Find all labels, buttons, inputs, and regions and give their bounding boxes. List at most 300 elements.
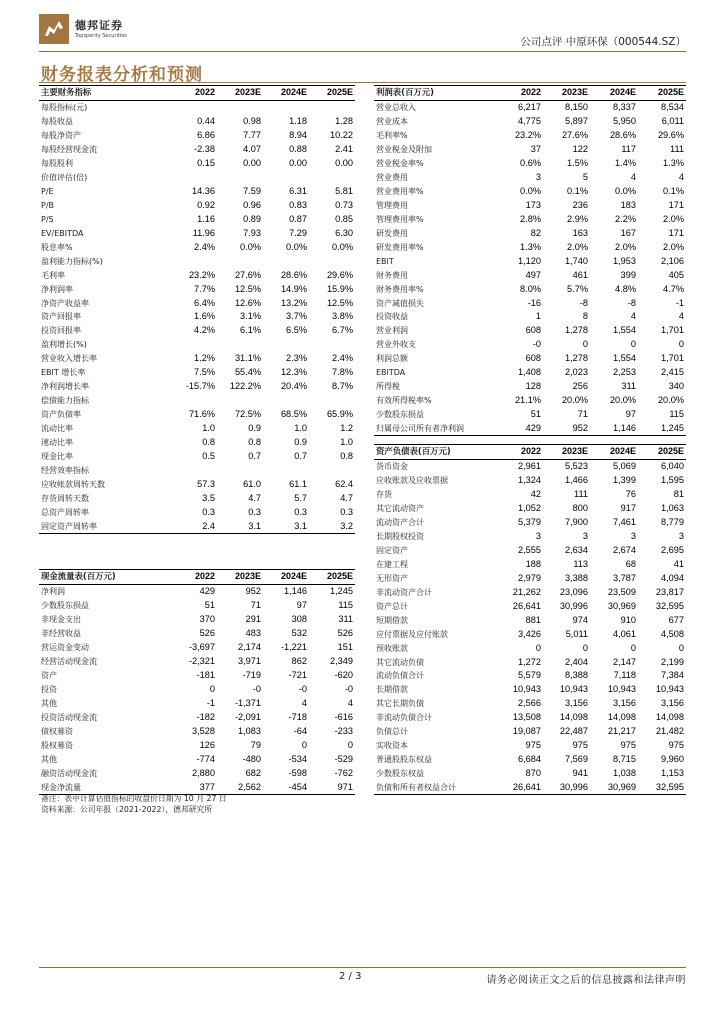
cell-value: 429 [496, 422, 543, 436]
row-label: 毛利率% [376, 131, 408, 141]
cell-value: 3,787 [613, 572, 636, 583]
table-row [374, 613, 686, 627]
cell-value: 11.96 [192, 227, 215, 238]
cell-value: 0 [209, 683, 215, 694]
cell-value: 1.16 [197, 213, 215, 224]
cell-value: 30,969 [607, 600, 636, 611]
cell-value: 0.7 [294, 450, 307, 461]
row-label: 其它流动资产 [376, 504, 424, 514]
cell-value: -182 [196, 711, 215, 722]
row-label: 每股经营现金流 [41, 145, 97, 155]
source-line: 资料来源：公司年报（2021-2022），德邦研究所 [41, 805, 213, 814]
table-header-row [374, 86, 686, 101]
table-row [374, 711, 686, 725]
cell-value: -480 [242, 753, 261, 764]
table-row [39, 366, 355, 380]
row-label: 归属母公司所有者净利润 [374, 422, 496, 436]
cell-value: 1.5% [567, 158, 588, 169]
cell-value: 1,278 [565, 325, 588, 336]
row-label: 实收资本 [376, 741, 408, 751]
cell-value: -616 [334, 711, 353, 722]
cell-value: 128 [525, 381, 541, 392]
table-row [374, 669, 686, 683]
table-row [39, 268, 355, 282]
cell-value: 10.22 [330, 130, 353, 141]
table-row [39, 171, 355, 185]
cell-value: 23,509 [607, 586, 636, 597]
cell-value: 5,069 [613, 461, 636, 472]
cell-value: -2,091 [234, 711, 261, 722]
row-label: 长期借款 [376, 685, 408, 695]
cell-value: 14,098 [655, 712, 684, 723]
cell-value: 3 [630, 531, 636, 542]
cell-value: 0.87 [289, 213, 307, 224]
table-row [39, 310, 355, 324]
cell-value: 111 [670, 144, 684, 155]
cell-value: 4,061 [613, 628, 636, 639]
cell-value: 115 [338, 600, 353, 611]
table-row [374, 366, 686, 380]
row-label: 所得税 [376, 382, 400, 392]
table-row [39, 352, 355, 366]
row-label: 固定资产周转率 [39, 519, 171, 533]
row-label: 存货 [376, 490, 392, 500]
row-label: 营业利润 [376, 326, 408, 336]
cell-value: -1 [675, 297, 684, 308]
row-label: 货币资金 [376, 462, 408, 472]
cell-value: 2,023 [565, 367, 588, 378]
row-label: 管理费用 [376, 200, 408, 210]
cell-value: 0.6% [520, 158, 541, 169]
cell-value: 0.3 [340, 506, 353, 517]
column-header: 2023E [543, 445, 590, 460]
cell-value: 7,569 [565, 754, 588, 765]
cell-value: 5.81 [335, 186, 353, 197]
cell-value: 7,118 [613, 670, 636, 681]
row-label: 营业总收入 [376, 103, 416, 113]
cell-value: 0.98 [243, 116, 261, 127]
cell-value: 122.2% [229, 381, 261, 392]
table-row [374, 558, 686, 572]
cell-value: -454 [263, 780, 309, 794]
row-label: 总资产周转率 [41, 507, 89, 517]
cell-value: 6.1% [240, 325, 261, 336]
cell-value: 0.00 [243, 158, 261, 169]
cell-value: 497 [525, 269, 541, 280]
cell-value: 1,063 [661, 503, 684, 514]
cell-value: 151 [337, 642, 353, 653]
cell-value: 2,674 [613, 545, 636, 556]
column-header: 2022 [496, 86, 543, 101]
cell-value: 10,943 [655, 684, 684, 695]
cell-value: 1,701 [661, 325, 684, 336]
column-header: 2025E [638, 86, 686, 101]
cell-value: 8.94 [289, 130, 307, 141]
cell-value: 81 [673, 489, 684, 500]
cell-value: 12.6% [234, 297, 261, 308]
cell-value: 4.8% [615, 283, 636, 294]
cell-value: 881 [525, 614, 541, 625]
row-label: 资产负债率 [41, 410, 81, 420]
table-row [39, 613, 355, 627]
row-label: 流动比率 [41, 423, 73, 433]
cell-value [171, 394, 217, 408]
cell-value: 0.15 [197, 158, 215, 169]
cell-value: 6.30 [335, 227, 353, 238]
cell-value: 14,098 [559, 712, 588, 723]
row-label: 少数股东损益 [376, 410, 424, 420]
cell-value: 2,555 [518, 545, 541, 556]
table-row [374, 240, 686, 254]
cell-value: 3,971 [238, 656, 261, 667]
row-label: 营业费用 [376, 173, 408, 183]
table-notes [41, 793, 227, 815]
column-header: 2025E [309, 86, 355, 101]
row-label: 营业成本 [376, 117, 408, 127]
cell-value: 7.77 [243, 130, 261, 141]
table-row [39, 584, 355, 598]
cell-value: 2,174 [238, 642, 261, 653]
cell-value: 1,595 [661, 475, 684, 486]
row-label: 股权募资 [41, 740, 73, 750]
cell-value: 952 [245, 586, 261, 597]
row-label: 偿债能力指标 [41, 396, 89, 406]
cell-value: -718 [288, 711, 307, 722]
cell-value: 27.6% [234, 269, 261, 280]
cell-value: 32,595 [655, 600, 684, 611]
cell-value: 4 [678, 311, 684, 322]
cell-value: 0.96 [243, 199, 261, 210]
cell-value: 21,262 [512, 586, 541, 597]
table-row [374, 781, 686, 795]
cell-value: 2.3% [286, 353, 307, 364]
cell-value: 1.2% [194, 353, 215, 364]
table-row [374, 338, 686, 352]
row-label: 净资产收益率 [41, 298, 89, 308]
table-row [374, 324, 686, 338]
cell-value: 532 [291, 628, 307, 639]
cell-value: 22,487 [559, 726, 588, 737]
row-label: 营业税金及附加 [376, 145, 432, 155]
cell-value: 0.0% [240, 241, 261, 252]
column-header: 2023E [217, 570, 263, 585]
cell-value: 526 [199, 628, 215, 639]
cell-value: 0.92 [197, 199, 215, 210]
cell-value: 2,634 [565, 545, 588, 556]
row-label: EBIT [376, 256, 394, 266]
cell-value: 377 [171, 780, 217, 794]
table-row [39, 766, 355, 780]
table-row [39, 226, 355, 240]
row-label: 价值评估(倍) [41, 173, 88, 183]
cell-value: -2.38 [194, 144, 215, 155]
cell-value: 8,779 [661, 517, 684, 528]
table-row [39, 143, 355, 157]
table-row [39, 449, 355, 463]
cell-value: 7.8% [332, 367, 353, 378]
cell-value: 0 [678, 339, 684, 350]
cell-value: 9,960 [661, 754, 684, 765]
cell-value: 975 [620, 740, 636, 751]
row-label: 毛利率 [41, 270, 65, 280]
column-header: 2022 [171, 570, 217, 585]
cell-value [309, 338, 355, 352]
cell-value: 28.6% [280, 269, 307, 280]
row-label: 资产回报率 [41, 312, 81, 322]
cell-value [217, 338, 263, 352]
table-row [39, 380, 355, 394]
cell-value: 1.4% [615, 158, 636, 169]
row-label: 营业外收支 [376, 340, 416, 350]
table-row [374, 310, 686, 324]
cell-value: 405 [668, 269, 684, 280]
cell-value: 4,094 [661, 572, 684, 583]
cell-value [263, 338, 309, 352]
cell-value: 7.7% [194, 283, 215, 294]
page-title: 财务报表分析和预测 [41, 65, 203, 85]
cell-value: 1.3% [663, 158, 684, 169]
cell-value: 910 [620, 614, 636, 625]
cell-value: 1,245 [638, 422, 686, 436]
cell-value: 2,961 [518, 461, 541, 472]
table-row [39, 129, 355, 143]
cell-value: 7,900 [565, 517, 588, 528]
column-header: 2024E [590, 445, 638, 460]
cell-value: 29.6% [657, 130, 684, 141]
cell-value: 2.9% [567, 213, 588, 224]
table-row [39, 710, 355, 724]
cell-value: 2,404 [565, 656, 588, 667]
cell-value: 1 [535, 311, 541, 322]
table-row [374, 474, 686, 488]
cell-value: 311 [338, 614, 353, 625]
cell-value: 2.4 [171, 519, 217, 533]
cell-value: 21,217 [607, 726, 636, 737]
cell-value [263, 394, 309, 408]
cell-value: 30,996 [543, 781, 590, 795]
cell-value: 68.5% [280, 409, 307, 420]
cell-value: 0 [582, 339, 588, 350]
table-row [374, 530, 686, 544]
cell-value: 19,087 [512, 726, 541, 737]
cell-value: 941 [572, 768, 588, 779]
cell-value: 1,038 [613, 768, 636, 779]
cell-value: 2,566 [518, 698, 541, 709]
cell-value: 4.07 [243, 144, 261, 155]
table-row [374, 212, 686, 226]
cell-value: 8,337 [613, 102, 636, 113]
cell-value: 2.4% [332, 353, 353, 364]
cell-value [171, 463, 217, 477]
cell-value: 21,482 [655, 726, 684, 737]
cell-value: 3,426 [518, 628, 541, 639]
cell-value: 72.5% [234, 409, 261, 420]
row-label: 管理费用率% [376, 214, 424, 224]
table-row [39, 115, 355, 129]
cell-value [309, 394, 355, 408]
cell-value: 0.85 [335, 213, 353, 224]
cell-value: -233 [334, 725, 353, 736]
table-row [374, 143, 686, 157]
cell-value: 0.9 [294, 436, 307, 447]
cell-value: 4 [630, 311, 636, 322]
column-header: 2023E [217, 86, 263, 101]
cell-value: 0.89 [243, 213, 261, 224]
cell-value: 0 [630, 642, 636, 653]
cell-value: 4.7% [663, 283, 684, 294]
cell-value: 2,199 [661, 656, 684, 667]
cell-value: 21.1% [514, 395, 541, 406]
row-label: 资产减值损失 [376, 298, 424, 308]
table-row [374, 157, 686, 171]
cell-value: 4.7 [248, 492, 261, 503]
cell-value: 3.2 [309, 519, 355, 533]
cell-value: 68 [625, 558, 636, 569]
cell-value: -2,321 [188, 656, 215, 667]
row-label: 应收账款及应收票据 [376, 476, 448, 486]
cell-value: 7,461 [613, 517, 636, 528]
cell-value: 682 [245, 767, 261, 778]
table-row [374, 488, 686, 502]
footer-divider [39, 967, 686, 968]
cell-value: 5.7 [294, 492, 307, 503]
table-row [39, 696, 355, 710]
cell-value: 862 [291, 656, 307, 667]
balance-sheet-table [374, 444, 686, 795]
cell-value: 1.0 [294, 422, 307, 433]
cell-value: 113 [573, 558, 588, 569]
row-label: 少数股东权益 [376, 769, 424, 779]
cell-value: -529 [334, 753, 353, 764]
cell-value: 1,272 [518, 656, 541, 667]
table-row [374, 282, 686, 296]
cell-value: 62.4 [335, 478, 353, 489]
cell-value: 97 [296, 600, 307, 611]
logo-text: 德邦证券 [75, 19, 123, 32]
cell-value: 1,120 [518, 255, 541, 266]
cell-value: 952 [543, 422, 590, 436]
cell-value: 308 [291, 614, 307, 625]
row-label: 营业费用率% [376, 187, 424, 197]
row-label: 固定资产 [376, 546, 408, 556]
table-row [39, 254, 355, 268]
cell-value: 26,641 [496, 781, 543, 795]
table-row [39, 641, 355, 655]
cell-value [263, 254, 309, 268]
cell-value: 61.1 [289, 478, 307, 489]
cell-value: 1.18 [289, 116, 307, 127]
table-row [374, 544, 686, 558]
cell-value: 5 [582, 172, 588, 183]
cell-value: 1.0 [340, 436, 353, 447]
cell-value: 30,969 [590, 781, 638, 795]
cell-value: 20.4% [280, 381, 307, 392]
cell-value: 1,740 [565, 255, 588, 266]
cell-value: 126 [199, 739, 215, 750]
cell-value [171, 100, 217, 114]
cell-value: 3.1 [217, 519, 263, 533]
row-label: EBITDA [376, 368, 406, 378]
cell-value: 23.2% [188, 269, 215, 280]
cell-value: 14.9% [280, 283, 307, 294]
cell-value [217, 171, 263, 185]
cell-value: 0 [630, 339, 636, 350]
row-label: 少数股东损益 [41, 601, 89, 611]
title-divider [39, 82, 686, 83]
table-row [39, 505, 355, 519]
cell-value: 0.7 [248, 450, 261, 461]
row-label: P/E [41, 187, 54, 197]
cell-value: 0.8 [340, 450, 353, 461]
cell-value: 71.6% [188, 409, 215, 420]
row-label: 其它流动负债 [376, 657, 424, 667]
row-label: 营运资金变动 [41, 643, 89, 653]
table-row [374, 185, 686, 199]
cell-value: 10,943 [512, 684, 541, 695]
cell-value: 870 [525, 768, 541, 779]
cell-value: 2,253 [613, 367, 636, 378]
table-row [39, 394, 355, 408]
cell-value: 0.5 [202, 450, 215, 461]
row-label: 非流动资产合计 [376, 587, 432, 597]
cell-value [217, 100, 263, 114]
table-row [374, 753, 686, 767]
cell-value: 3.8% [332, 311, 353, 322]
cell-value: 3.5 [202, 492, 215, 503]
row-label: 现金比率 [41, 451, 73, 461]
row-label: 短期借款 [376, 615, 408, 625]
row-label: 每股净资产 [41, 131, 81, 141]
table-row [39, 491, 355, 505]
cell-value: 526 [337, 628, 353, 639]
cell-value: 3 [678, 531, 684, 542]
column-header: 2023E [543, 86, 590, 101]
table-row [374, 516, 686, 530]
cell-value: 3 [582, 531, 588, 542]
row-label: 存货周转天数 [41, 493, 89, 503]
table-row [39, 435, 355, 449]
cell-value: 461 [572, 269, 588, 280]
income-statement-table [374, 85, 686, 436]
cell-value: -620 [334, 670, 353, 681]
cell-value: 2,695 [661, 545, 684, 556]
table-row [39, 240, 355, 254]
cell-value: 163 [572, 227, 588, 238]
cell-value: 23,096 [559, 586, 588, 597]
main-indicators-table [39, 85, 355, 534]
cell-value: 13,508 [512, 712, 541, 723]
table-row [374, 171, 686, 185]
row-label: 非现金支出 [41, 615, 81, 625]
cell-value: 2.0% [663, 241, 684, 252]
cell-value: 1,153 [661, 768, 684, 779]
cell-value: 974 [572, 614, 588, 625]
table-row [39, 282, 355, 296]
row-label: 每股股利 [41, 159, 73, 169]
table-row [39, 477, 355, 491]
cell-value: 0.8 [248, 436, 261, 447]
cell-value [217, 394, 263, 408]
cell-value: 340 [668, 381, 684, 392]
cell-value: 0.3 [248, 506, 261, 517]
row-label: 投资 [41, 684, 57, 694]
column-header: 2024E [590, 86, 638, 101]
cell-value: -762 [334, 767, 353, 778]
column-header: 2025E [309, 570, 355, 585]
cell-value: 6,040 [661, 461, 684, 472]
cell-value: 1,083 [238, 725, 261, 736]
column-header: 2025E [638, 445, 686, 460]
